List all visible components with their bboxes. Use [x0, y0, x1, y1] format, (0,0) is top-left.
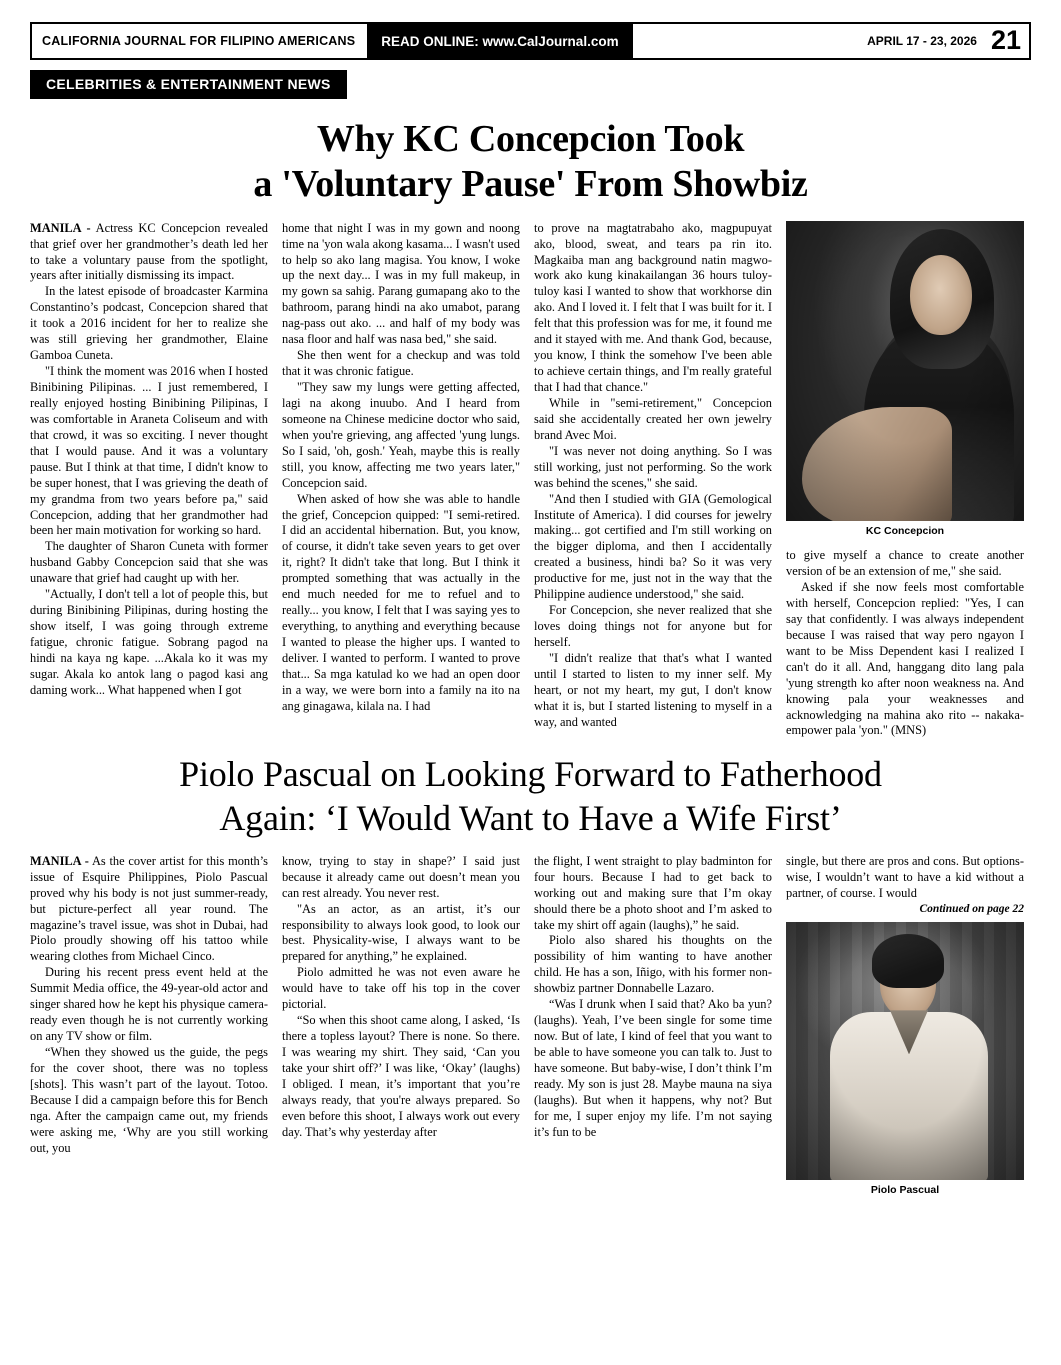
paragraph-text: As the cover artist for this month’s issue of Esquire Philippines, Piolo Pascual proved why his body is not just summer-ready, but picture-perfect all year round. The magazine’s travel issue, was shot in Dubai, had Piolo proudly showing off his tattoo while wearing clothes from Michael Cinco.: [30, 853, 268, 964]
issue-date: APRIL 17 - 23, 2026: [867, 34, 977, 48]
kc-concepcion-photo: [786, 221, 1024, 521]
photo-art-vignette: [786, 922, 1024, 1180]
paragraph: Piolo also shared his thoughts on the possibility of him wanting to have another child. He has a son, Iñigo, with his former non-showbiz partner Donnabelle Lazaro.: [534, 933, 772, 996]
paragraph: For Concepcion, she never realized that she loves doing things not for anyone but for herself.: [534, 603, 772, 650]
article1-columns: [30, 221, 1031, 740]
paragraph: “When they showed us the guide, the pegs for the cover shoot, there was no topless [shots]. This wasn’t part of the layout. Totoo. Because I did a campaign before this for Bench nga. After the campaign came out, my friends were asking me, ‘Why are you still working out, you: [30, 1045, 268, 1155]
page-number: 21: [990, 24, 1021, 55]
article1-column-3: [534, 221, 772, 740]
paragraph: “So when this shoot came along, I asked, ‘Is there a topless layout? There is none. So there. I was wearing my shirt. They said, ‘Can you take your shirt off?’ I was like, ‘Okay’ (laughs) I obliged. I mean, it’s important that you’re always ready, that you're always prepared. So even before this shoot, I always work out every day. That’s why yesterday after: [282, 1013, 520, 1139]
section-banner: CELEBRITIES & ENTERTAINMENT NEWS: [30, 70, 347, 99]
paragraph: "As an actor, as an artist, it’s our responsibility to always look good, to look our best. Physicality-wise, I always want to be prepared for anything,” he explained.: [282, 901, 520, 964]
article2-headline-line1: Piolo Pascual on Looking Forward to Fatherhood: [179, 754, 882, 795]
newspaper-page: [0, 22, 1061, 1365]
paragraph: single, but there are pros and cons. But options-wise, I wouldn’t want to have a kid without a partner, of course. I would: [786, 853, 1024, 900]
paragraph: The daughter of Sharon Cuneta with former husband Gabby Concepcion said that she was unaware that grief had caught up with her.: [30, 539, 268, 586]
article-kc-concepcion: [30, 117, 1031, 739]
paragraph: [30, 221, 268, 285]
paragraph: She then went for a checkup and was told that it was chronic fatigue.: [282, 348, 520, 379]
article1-headline: [70, 117, 991, 207]
article2-column-1: [30, 854, 268, 1208]
masthead: [30, 22, 1031, 60]
paragraph: home that night I was in my gown and noong time na 'yon wala akong kasama... I wasn't used to help so ako lang magisa. You know, I woke up the next day... I was in my full makeup, in my gown sa sahig. Parang gumapang ako to the bathroom, parang hindi na ako umabot, parang nag-pass out ako. ... and half of my body was nasa floor and half was nasa bed," she said.: [282, 220, 520, 347]
paragraph: "And then I studied with GIA (Gemological Institute of America). I did courses for jewelry making... got certified and I'm still working on the bigger diploma, and then I accidentally created a business, hindi ba? So it was very productive for me, just not in the way that the Philippine audience understood," she said.: [534, 491, 772, 602]
paragraph: In the latest episode of broadcaster Karmina Constantino’s podcast, Concepcion shared that it took a 2016 incident for her to realize she was still grieving her grandmother, Elaine Gamboa Cuneta.: [30, 284, 268, 363]
paragraph: to prove na magtatrabaho ako, magpupuyat ako, blood, sweat, and tears pa rin ito. Magkaiba man ang background natin magwo-work ako kung kinakailangan 36 hours tuloy-tuloy kasi I wanted to show that workhorse din ako. And I loved it. I felt that I was built for it. I felt that this profession was for me, it found me and it stayed with me. And thank God, because, you know, I think the somehow I've been able to achieve certain things, and I'm really grateful that I had that chance.": [534, 220, 772, 395]
kc-photo-caption: KC Concepcion: [865, 524, 945, 537]
dateline: MANILA -: [30, 853, 89, 868]
article-piolo-pascual: [30, 753, 1031, 1207]
paragraph: “Was I drunk when I said that? Ako ba yun? (laughs). Yeah, I’ve been single for some time now. But of late, I kind of feel that you want to be able to have someone you can talk to. Just to have someone. But baby-wise, I don’t think I’m ready. My son is just 28. Maybe mauna na siya (laughs). But when it happens, why not? But for me, I super enjoy my life. I’m not saying it’s fun to be: [534, 997, 772, 1139]
photo-art-vignette: [786, 221, 1024, 521]
article2-column-2: [282, 854, 520, 1208]
article2-column-4: [786, 854, 1024, 1208]
piolo-pascual-photo: [786, 922, 1024, 1180]
paragraph: "I didn't realize that that's what I wanted until I started to listen to my inner self. My heart, or not my heart, my gut, I don't know what it is, but I started listening to myself in a way, and wanted: [534, 650, 772, 729]
paragraph: to give myself a chance to create another version of be an extension of me," she said.: [786, 548, 1024, 579]
paragraph: During his recent press event held at the Summit Media office, the 49-year-old actor and singer shared how he kept his physique camera-ready even though he is not currently working on any TV show or film.: [30, 965, 268, 1044]
publication-title: CALIFORNIA JOURNAL FOR FILIPINO AMERICANS: [42, 34, 356, 48]
article1-headline-line1: Why KC Concepcion Took: [316, 118, 745, 160]
article2-column-3: [534, 854, 772, 1208]
paragraph: "They saw my lungs were getting affected, lagi na akong inuubo. And I heard from someone na Chinese medicine doctor who said, when you're grieving, ang affected 'yung lungs. So I said, 'oh, gosh.' Yeah, maybe this is really still, you know, affecting me two years later," Concepcion said.: [282, 380, 520, 490]
piolo-photo-block: [786, 922, 1024, 1201]
paragraph: the flight, I went straight to play badminton for four hours. Because I had to get back to working out and making sure that I’m okay should there be a photo shoot and I’m asked to take my shirt off again (laughs),” he said.: [534, 853, 772, 932]
paragraph-text: Actress KC Concepcion revealed that grief over her grandmother’s death led her to take a voluntary pause from the spotlight, years after initially dismissing its impact.: [30, 220, 268, 283]
paragraph: "I was never not doing anything. So I was still working, just not performing. So the work was behind the scenes," she said.: [534, 443, 772, 490]
paragraph: [30, 854, 268, 966]
paragraph: "Actually, I don't tell a lot of people this, but during Binibining Pilipinas, during hosting the show itself, I was going through extreme fatigue, chronic fatigue. Sobrang pagod na hindi na kaya ng kape. ...Akala ko it was my sugar. Akala ko antok lang o pagod kasi ang daming work... What happened when I got: [30, 587, 268, 697]
piolo-photo-caption: Piolo Pascual: [870, 1184, 940, 1197]
paragraph: While in "semi-retirement," Concepcion said she accidentally created her own jewelry brand Avec Moi.: [534, 395, 772, 442]
continued-line: Continued on page 22: [919, 902, 1024, 915]
article1-column-2: [282, 221, 520, 740]
article2-headline-line2: Again: ‘I Would Want to Have a Wife First’: [219, 797, 842, 838]
paragraph: Asked if she now feels most comfortable with herself, Concepcion replied: "Yes, I can say that confidently. I was always independent because I was raised that way pero ngayon I want to be Miss Dependent kasi I realized I can't do it all. And, hanggang dito lang pala 'yung strength ko after noon weakness na. And knowing pala your weaknesses and acknowledging na mahina ako rito -- nakaka-empower pala 'yon." (MNS): [786, 580, 1024, 738]
dateline: MANILA -: [30, 220, 91, 235]
article2-columns: [30, 854, 1031, 1208]
read-online-banner[interactable]: READ ONLINE: www.CalJournal.com: [367, 24, 632, 58]
article1-column-1: [30, 221, 268, 740]
paragraph: know, trying to stay in shape?’ I said just because it already came out doesn’t mean you can rest already. You never rest.: [282, 853, 520, 900]
paragraph: "I think the moment was 2016 when I hosted Binibining Pilipinas. ... I just remembered, I really enjoyed hosting Binibining Pilipinas, I was comfortable in Araneta Coliseum and with that crowd, it was so exciting. I never thought that I would pause. And it was a voluntary pause. But I think at that time, I didn't know to be super honest, that I was grieving the death of my grandma from two years before pa," said Concepcion, adding that her grandmother had been her main motivation for working so hard.: [30, 364, 268, 538]
masthead-right: [633, 24, 1029, 58]
article1-headline-line2: a 'Voluntary Pause' From Showbiz: [253, 162, 808, 205]
article1-column-4: [786, 221, 1024, 740]
article2-headline: [40, 753, 1021, 839]
paragraph: When asked of how she was able to handle the grief, Concepcion quipped: "I semi-retired. I did an accidental hibernation. But, you know, of course, it didn't take seven years to get over it, right? It didn't take that long. But I think it prompted something that was actually in the end much needed for me to refuel and to really... you know, I felt that I was saying yes to everything, to anything and everything because I wanted to please the higher ups. I wanted to deliver. I wanted to perform. I wanted to prove that... Sa mga katulad ko we had an open door in a way, we were born into a family na ito na ang ginagawa, kilala na. I had: [282, 491, 520, 713]
kc-photo-block: [786, 221, 1024, 542]
paragraph: Piolo admitted he was not even aware he would have to take off his top in the cover pictorial.: [282, 965, 520, 1012]
